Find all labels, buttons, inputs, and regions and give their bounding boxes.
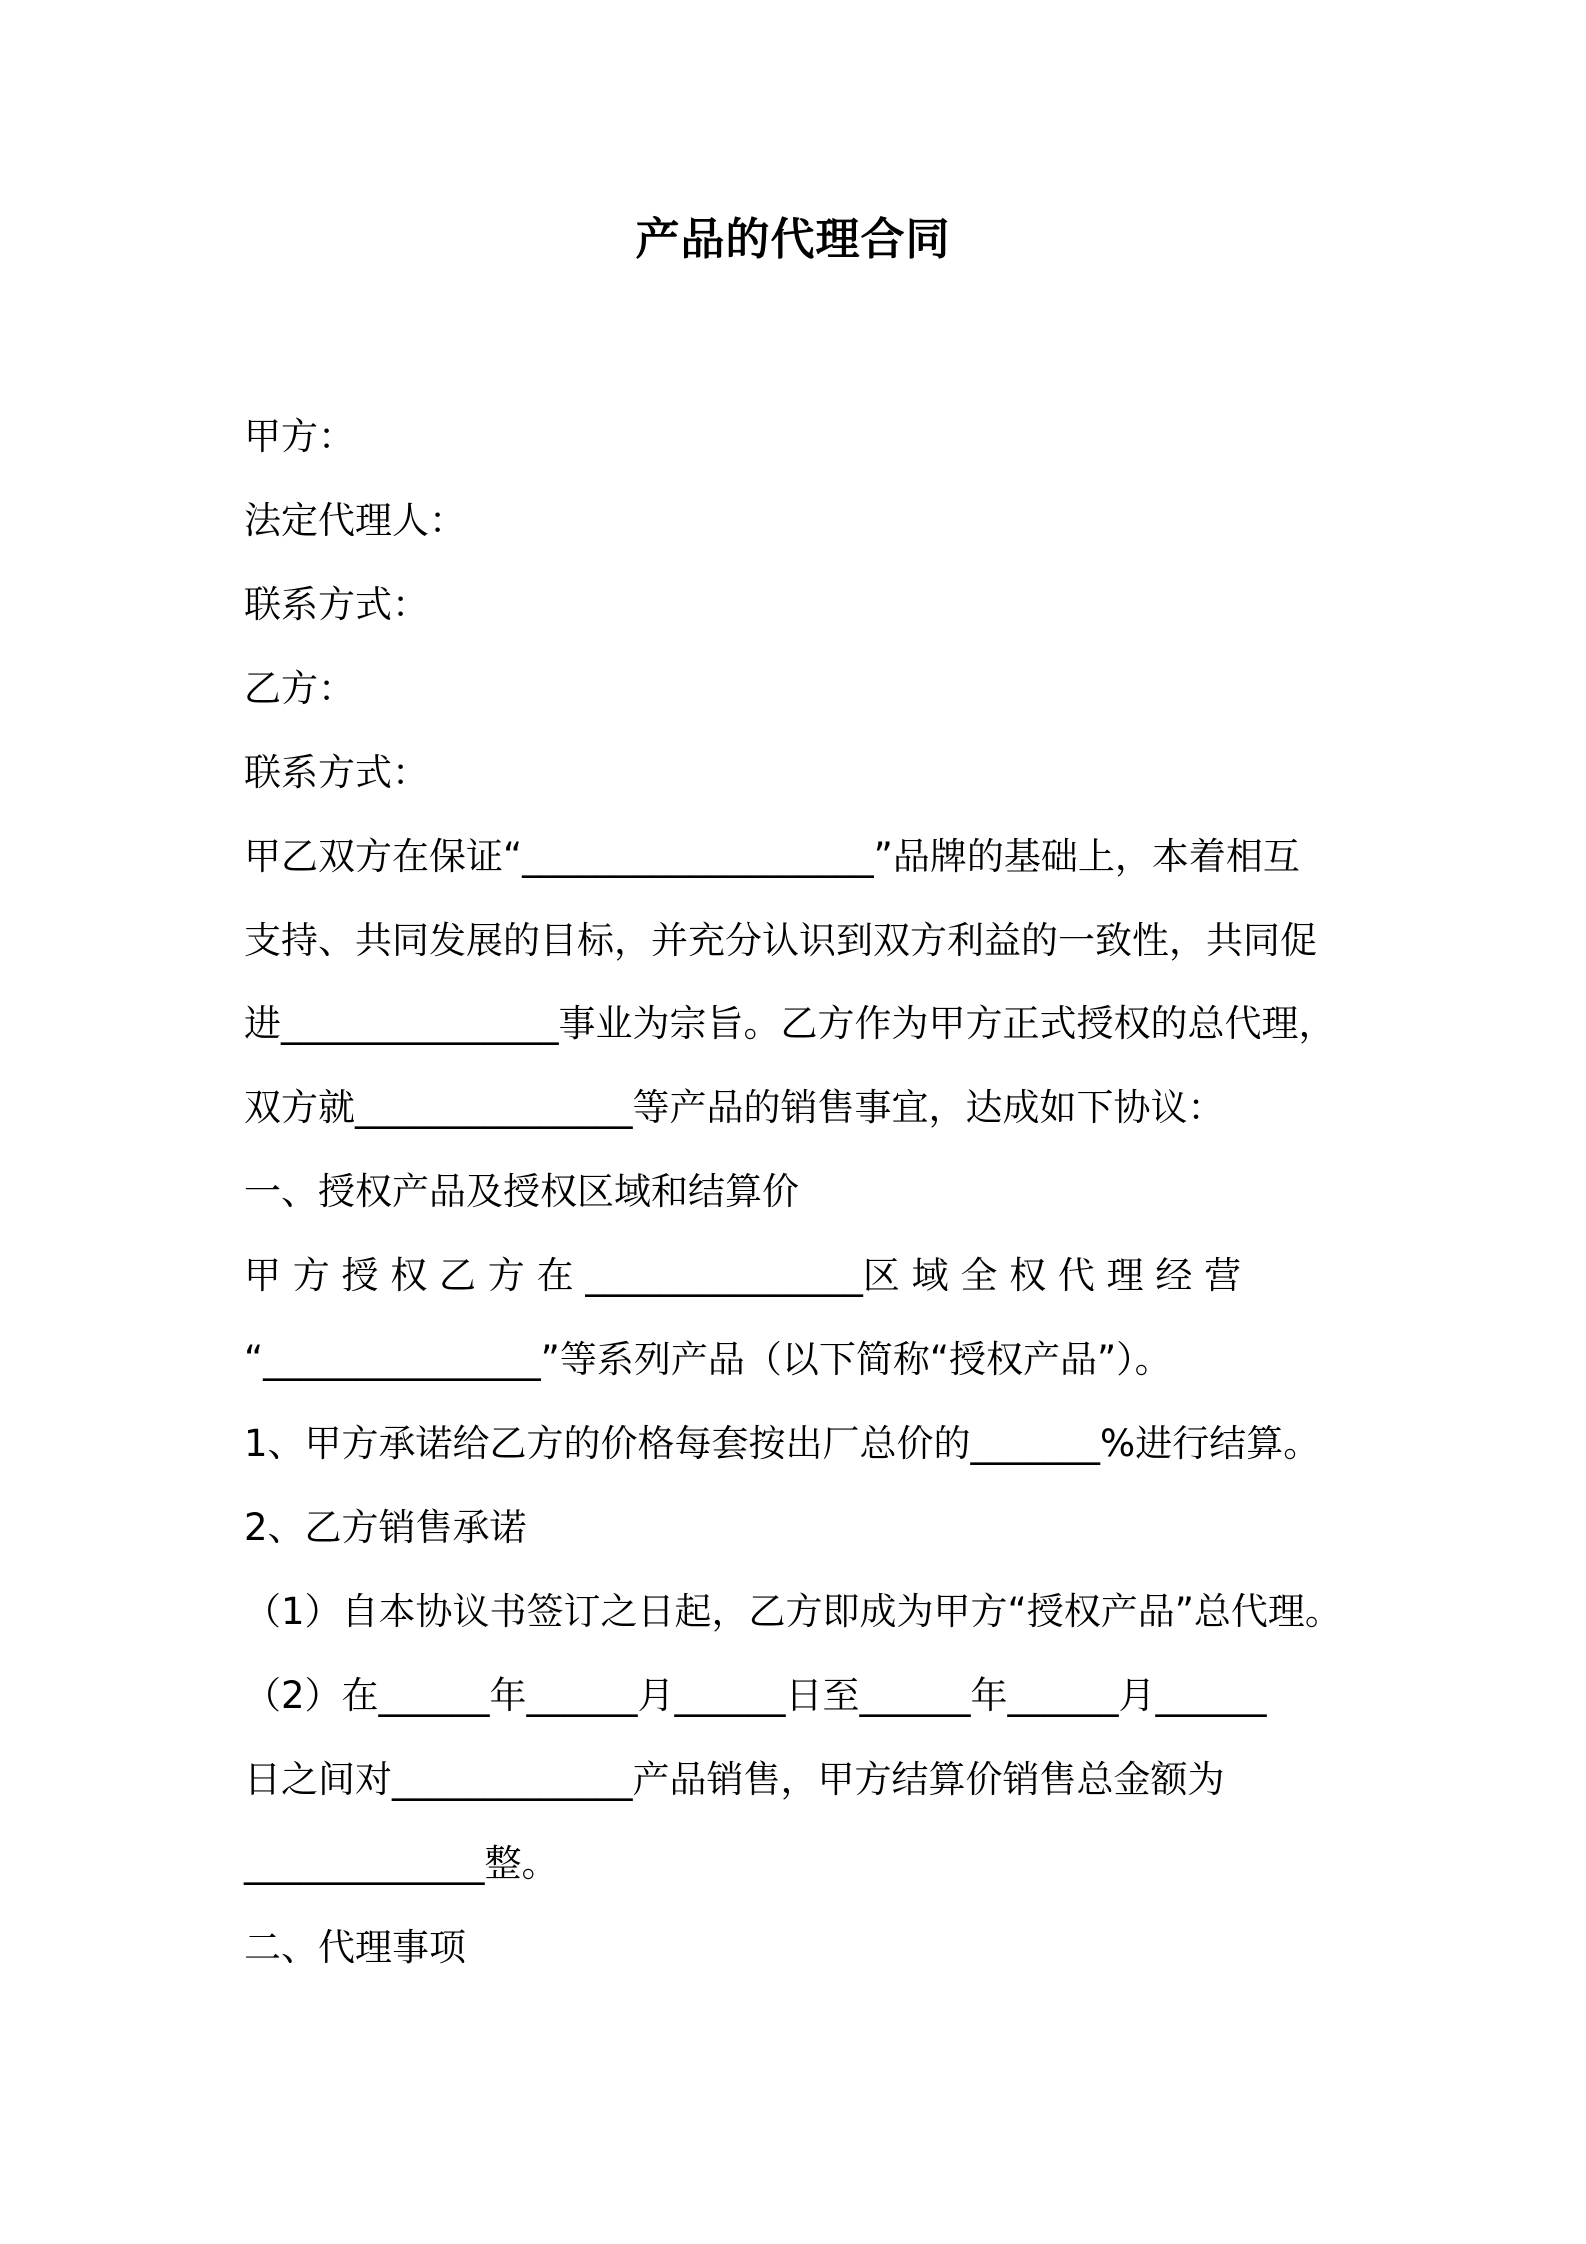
party-a-label: 甲方： <box>244 415 355 458</box>
clause-2-item-2-line-2: 日之间对_____________产品销售，甲方结算价销售总金额为 <box>244 1758 1225 1801</box>
legal-agent-label: 法定代理人： <box>244 499 466 542</box>
clause-2-item-1: （1）自本协议书签订之日起，乙方即成为甲方“授权产品”总代理。 <box>244 1590 1342 1633</box>
party-b-label: 乙方： <box>244 667 355 710</box>
party-a-contact-label: 联系方式： <box>244 583 429 626</box>
party-b-contact-label: 联系方式： <box>244 751 429 794</box>
preamble-line-1: 甲乙双方在保证“___________________”品牌的基础上，本着相互 <box>244 835 1300 878</box>
section-1-line-1: 甲 方 授 权 乙 方 在 _______________区 域 全 权 代 理 经 营 <box>244 1254 1242 1297</box>
section-1-heading: 一、授权产品及授权区域和结算价 <box>244 1170 799 1213</box>
clause-2-item-2-line-1: （2）在______年______月______日至______年______月______ <box>244 1674 1267 1717</box>
preamble-line-4: 双方就_______________等产品的销售事宜，达成如下协议： <box>244 1086 1225 1129</box>
clause-2-item-2-line-3: _____________整。 <box>244 1842 559 1885</box>
preamble-line-3: 进_______________事业为宗旨。乙方作为甲方正式授权的总代理， <box>244 1002 1336 1045</box>
clause-1-price: 1、甲方承诺给乙方的价格每套按出厂总价的_______%进行结算。 <box>244 1422 1321 1465</box>
section-1-line-2: “_______________”等系列产品（以下简称“授权产品”）。 <box>244 1338 1172 1381</box>
section-2-heading: 二、代理事项 <box>244 1926 466 1969</box>
preamble-line-2: 支持、共同发展的目标，并充分认识到双方利益的一致性，共同促 <box>244 919 1317 962</box>
document-title: 产品的代理合同 <box>635 214 951 265</box>
clause-2-heading: 2、乙方销售承诺 <box>244 1506 527 1549</box>
